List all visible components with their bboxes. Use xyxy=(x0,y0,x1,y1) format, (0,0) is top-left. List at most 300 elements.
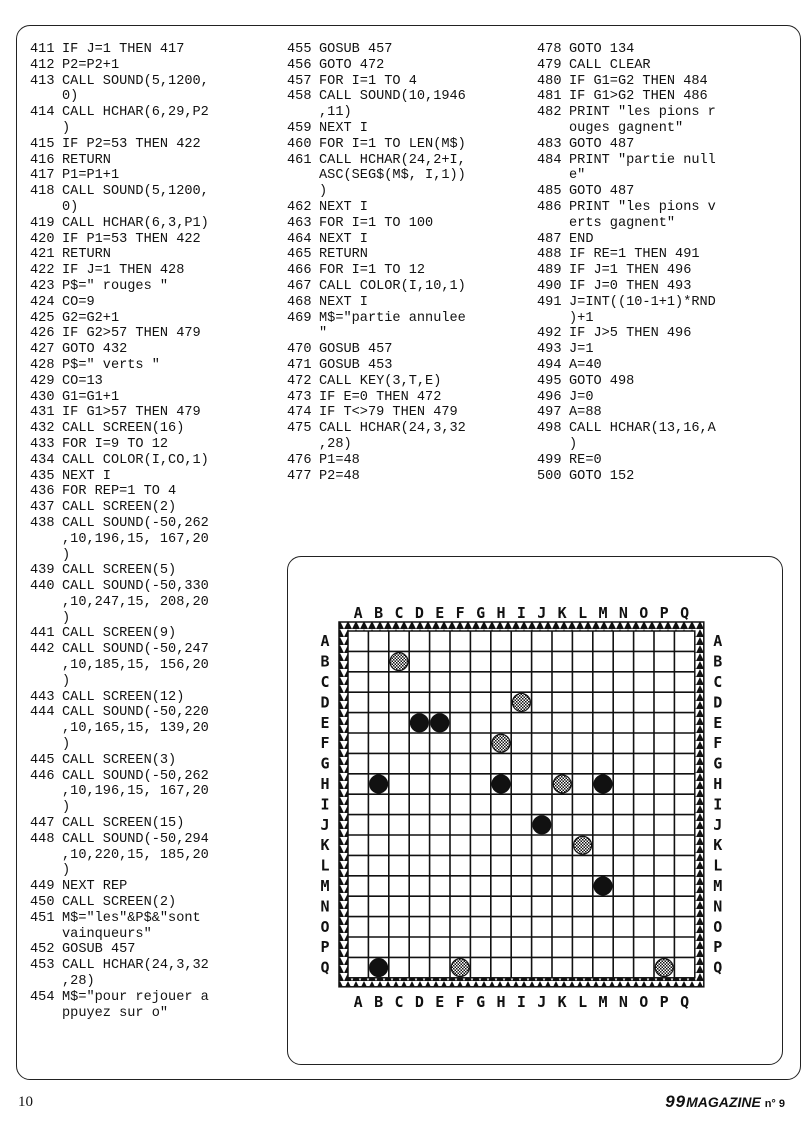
line-code: GOSUB 453 xyxy=(319,357,393,373)
line-number: 428 xyxy=(30,357,55,373)
listing-column-1 xyxy=(30,42,280,1021)
line-code: e" xyxy=(569,168,586,184)
line-code: GOTO 472 xyxy=(319,57,385,73)
line-code: CALL SCREEN(12) xyxy=(62,689,185,705)
code-line xyxy=(30,263,280,279)
line-number: 427 xyxy=(30,342,55,358)
code-line xyxy=(30,342,280,358)
line-number: 497 xyxy=(537,405,562,421)
line-number xyxy=(30,784,62,800)
line-code: NEXT I xyxy=(319,199,368,215)
column-label-bottom: G xyxy=(476,992,486,1011)
line-number: 484 xyxy=(537,152,562,168)
column-label-top: G xyxy=(476,604,486,622)
code-line xyxy=(30,453,280,469)
line-number: 499 xyxy=(537,452,562,468)
row-label-right: Q xyxy=(713,958,723,977)
line-number: 494 xyxy=(537,357,562,373)
code-line xyxy=(30,247,280,263)
line-number xyxy=(287,326,319,342)
line-code: erts gagnent" xyxy=(569,215,676,231)
row-label-left: H xyxy=(320,775,330,793)
line-number: 492 xyxy=(537,326,562,342)
line-code: CALL HCHAR(24,3,32 xyxy=(62,958,209,974)
column-label-top: E xyxy=(435,604,445,622)
code-line xyxy=(30,279,280,295)
code-line xyxy=(537,469,787,485)
code-line xyxy=(30,137,280,153)
row-label-right: K xyxy=(713,836,723,855)
line-code: ) xyxy=(62,673,71,689)
black-piece xyxy=(370,959,388,977)
code-line xyxy=(287,121,532,137)
line-number xyxy=(287,105,319,121)
column-label-bottom: I xyxy=(516,992,526,1011)
code-line xyxy=(30,484,280,500)
line-number xyxy=(30,658,62,674)
code-line xyxy=(30,105,280,121)
line-code: CALL SOUND(10,1946 xyxy=(319,89,466,105)
line-number xyxy=(30,674,62,690)
column-label-top: Q xyxy=(680,604,690,622)
line-number: 431 xyxy=(30,405,55,421)
line-code: A=88 xyxy=(569,405,602,421)
line-code: ASC(SEG$(M$, I,1)) xyxy=(319,168,466,184)
line-number: 481 xyxy=(537,89,562,105)
code-line xyxy=(30,911,280,927)
row-label-right: I xyxy=(713,795,723,814)
line-code: CALL SOUND(-50,262 xyxy=(62,515,209,531)
line-code: FOR I=9 TO 12 xyxy=(62,436,169,452)
line-number xyxy=(537,437,569,453)
column-label-top: F xyxy=(455,604,465,622)
column-label-top: M xyxy=(598,604,608,622)
line-number xyxy=(30,721,62,737)
code-line xyxy=(537,326,787,342)
code-line xyxy=(30,674,280,690)
line-number: 413 xyxy=(30,73,55,89)
line-code: PRINT "partie null xyxy=(569,152,716,168)
code-line xyxy=(30,232,280,248)
line-code: CALL SCREEN(9) xyxy=(62,626,177,642)
line-number: 446 xyxy=(30,768,55,784)
line-number: 438 xyxy=(30,515,55,531)
line-code: CALL COLOR(I,10,1) xyxy=(319,278,466,294)
line-number xyxy=(30,532,62,548)
line-number: 486 xyxy=(537,199,562,215)
line-code: CALL CLEAR xyxy=(569,57,651,73)
code-line xyxy=(537,358,787,374)
line-code: A=40 xyxy=(569,357,602,373)
row-label-right: P xyxy=(713,938,723,957)
row-label-left: G xyxy=(320,754,330,773)
code-line xyxy=(537,263,787,279)
column-label-bottom: M xyxy=(598,992,608,1011)
code-line xyxy=(30,374,280,390)
line-code: NEXT I xyxy=(319,120,368,136)
line-code: IF G1=G2 THEN 484 xyxy=(569,73,708,89)
line-code: PRINT "les pions v xyxy=(569,199,716,215)
code-line xyxy=(30,642,280,658)
code-line xyxy=(30,89,280,105)
row-label-left: M xyxy=(320,877,330,895)
line-number: 443 xyxy=(30,689,55,705)
checkered-piece xyxy=(492,734,510,752)
code-line xyxy=(287,168,532,184)
black-piece xyxy=(594,877,612,895)
line-code: CALL KEY(3,T,E) xyxy=(319,373,442,389)
column-label-bottom: J xyxy=(537,992,547,1011)
code-line xyxy=(30,769,280,785)
code-line xyxy=(30,1006,280,1022)
line-code: ouges gagnent" xyxy=(569,120,684,136)
code-line xyxy=(30,200,280,216)
code-line xyxy=(30,121,280,137)
code-line xyxy=(30,579,280,595)
line-number xyxy=(30,927,62,943)
line-number: 432 xyxy=(30,421,55,437)
black-piece xyxy=(431,714,449,732)
line-code: IF G1>G2 THEN 486 xyxy=(569,89,708,105)
brand-name: MAGAZINE xyxy=(686,1094,761,1110)
line-code: IF P2=53 THEN 422 xyxy=(62,136,201,152)
code-line xyxy=(287,216,532,232)
line-code: CALL HCHAR(24,3,32 xyxy=(319,421,466,437)
line-code: IF J=1 THEN 428 xyxy=(62,263,185,279)
code-line xyxy=(287,58,532,74)
code-line xyxy=(537,153,787,169)
line-number: 426 xyxy=(30,326,55,342)
line-code: P$=" rouges " xyxy=(62,278,169,294)
code-line xyxy=(537,42,787,58)
line-code: GOTO 134 xyxy=(569,42,635,57)
column-label-top: P xyxy=(659,604,669,622)
issue-number: n° 9 xyxy=(764,1098,785,1110)
code-line xyxy=(537,216,787,232)
line-number: 469 xyxy=(287,310,312,326)
line-number: 458 xyxy=(287,89,312,105)
line-number: 461 xyxy=(287,152,312,168)
line-code: ) xyxy=(62,120,71,136)
row-label-left: N xyxy=(320,897,330,916)
line-number xyxy=(30,89,62,105)
line-code: M$="partie annulee xyxy=(319,310,466,326)
column-label-bottom: L xyxy=(578,992,588,1011)
row-label-right: B xyxy=(713,652,723,671)
line-number: 475 xyxy=(287,421,312,437)
code-line xyxy=(30,863,280,879)
page-number: 10 xyxy=(18,1094,33,1110)
checkered-piece xyxy=(553,775,571,793)
line-number: 491 xyxy=(537,294,562,310)
code-line xyxy=(537,342,787,358)
code-line xyxy=(30,753,280,769)
board-illustration xyxy=(287,556,783,1065)
line-code: 0) xyxy=(62,89,79,105)
line-number xyxy=(30,848,62,864)
line-number: 434 xyxy=(30,452,55,468)
code-line xyxy=(537,200,787,216)
code-line xyxy=(287,311,532,327)
column-label-top: N xyxy=(618,604,628,622)
code-line xyxy=(30,358,280,374)
code-line xyxy=(30,295,280,311)
line-code: RETURN xyxy=(62,247,111,263)
code-line xyxy=(287,184,532,200)
code-line xyxy=(30,816,280,832)
line-code: CALL SOUND(5,1200, xyxy=(62,73,209,89)
code-line xyxy=(30,184,280,200)
row-label-left: E xyxy=(320,713,330,732)
code-line xyxy=(287,390,532,406)
column-label-bottom: H xyxy=(496,992,506,1011)
line-code: CALL SOUND(-50,247 xyxy=(62,642,209,658)
line-code: IF J=0 THEN 493 xyxy=(569,278,692,294)
line-number xyxy=(287,184,319,200)
column-label-bottom: C xyxy=(394,992,404,1011)
row-label-left: I xyxy=(320,795,330,814)
line-code: P$=" verts " xyxy=(62,357,160,373)
line-number: 500 xyxy=(537,468,562,484)
line-code: 0) xyxy=(62,199,79,215)
line-code: P1=48 xyxy=(319,452,360,468)
line-code: G2=G2+1 xyxy=(62,310,120,326)
line-number: 467 xyxy=(287,278,312,294)
line-code: IF G2>57 THEN 479 xyxy=(62,326,201,342)
line-code: NEXT REP xyxy=(62,879,128,895)
line-number: 416 xyxy=(30,152,55,168)
code-line xyxy=(287,421,532,437)
line-number: 415 xyxy=(30,136,55,152)
row-label-right: O xyxy=(713,917,723,936)
line-code: CO=13 xyxy=(62,373,103,389)
code-line xyxy=(537,405,787,421)
line-number xyxy=(30,121,62,137)
line-code: GOSUB 457 xyxy=(319,42,393,57)
line-number: 490 xyxy=(537,278,562,294)
row-label-right: L xyxy=(713,856,723,875)
code-line xyxy=(30,690,280,706)
code-line xyxy=(30,153,280,169)
line-code: CALL HCHAR(6,29,P2 xyxy=(62,105,209,121)
code-line xyxy=(30,421,280,437)
line-number: 493 xyxy=(537,342,562,358)
code-line xyxy=(30,74,280,90)
code-line xyxy=(537,453,787,469)
line-number: 498 xyxy=(537,421,562,437)
line-number: 474 xyxy=(287,405,312,421)
line-code: ) xyxy=(62,737,71,753)
row-label-right: M xyxy=(713,877,723,895)
code-line xyxy=(30,626,280,642)
line-number: 451 xyxy=(30,910,55,926)
row-label-left: Q xyxy=(320,958,330,977)
row-label-left: K xyxy=(320,836,330,855)
code-line xyxy=(537,105,787,121)
line-number: 468 xyxy=(287,294,312,310)
row-label-left: C xyxy=(320,673,330,691)
line-code: FOR I=1 TO LEN(M$) xyxy=(319,136,466,152)
code-line xyxy=(30,990,280,1006)
line-number: 479 xyxy=(537,57,562,73)
line-code: CALL SOUND(5,1200, xyxy=(62,184,209,200)
code-line xyxy=(537,89,787,105)
column-label-bottom: N xyxy=(618,992,628,1011)
line-code: ,28) xyxy=(62,974,95,990)
checkered-piece xyxy=(390,653,408,671)
line-code: CALL SCREEN(15) xyxy=(62,816,185,832)
column-label-bottom: K xyxy=(557,992,567,1011)
line-code: CALL SCREEN(3) xyxy=(62,752,177,768)
line-number: 463 xyxy=(287,215,312,231)
row-label-left: F xyxy=(320,734,330,753)
line-code: ,28) xyxy=(319,436,352,452)
black-piece xyxy=(533,816,551,834)
code-line xyxy=(287,42,532,58)
line-code: RETURN xyxy=(62,152,111,168)
line-number xyxy=(30,974,62,990)
line-number: 466 xyxy=(287,263,312,279)
code-line xyxy=(30,500,280,516)
line-code: G1=G1+1 xyxy=(62,389,120,405)
board-svg xyxy=(288,557,781,1063)
line-code: ,11) xyxy=(319,105,352,121)
line-number: 455 xyxy=(287,42,312,57)
row-label-left: B xyxy=(320,652,330,671)
code-line xyxy=(30,390,280,406)
line-number xyxy=(30,200,62,216)
line-number: 418 xyxy=(30,184,55,200)
black-piece xyxy=(410,714,428,732)
line-number: 436 xyxy=(30,484,55,500)
line-code: RETURN xyxy=(319,247,368,263)
code-line xyxy=(287,374,532,390)
line-code: FOR I=1 TO 12 xyxy=(319,263,426,279)
line-number xyxy=(30,595,62,611)
line-number: 470 xyxy=(287,342,312,358)
line-number: 482 xyxy=(537,105,562,121)
line-number: 487 xyxy=(537,231,562,247)
line-number: 441 xyxy=(30,626,55,642)
code-line xyxy=(537,137,787,153)
line-number: 437 xyxy=(30,500,55,516)
line-number xyxy=(30,800,62,816)
line-code: IF G1>57 THEN 479 xyxy=(62,405,201,421)
column-label-top: L xyxy=(578,604,588,622)
column-label-bottom: O xyxy=(639,992,649,1011)
checkered-piece xyxy=(512,693,530,711)
code-line xyxy=(537,247,787,263)
row-label-left: O xyxy=(320,917,330,936)
code-line xyxy=(287,453,532,469)
line-number: 423 xyxy=(30,278,55,294)
code-line xyxy=(30,737,280,753)
code-line xyxy=(30,311,280,327)
line-number: 456 xyxy=(287,57,312,73)
line-number: 429 xyxy=(30,373,55,389)
row-label-right: H xyxy=(713,775,723,793)
listing-column-2 xyxy=(287,42,532,484)
code-line xyxy=(287,326,532,342)
code-line xyxy=(30,611,280,627)
line-number: 478 xyxy=(537,42,562,57)
code-line xyxy=(30,658,280,674)
code-line xyxy=(30,595,280,611)
line-code: CALL HCHAR(6,3,P1) xyxy=(62,215,209,231)
line-number: 452 xyxy=(30,942,55,958)
line-number: 444 xyxy=(30,705,55,721)
code-line xyxy=(537,184,787,200)
line-code: GOTO 498 xyxy=(569,373,635,389)
code-line xyxy=(30,705,280,721)
code-line xyxy=(537,374,787,390)
line-code: CALL HCHAR(13,16,A xyxy=(569,421,716,437)
row-label-right: G xyxy=(713,754,723,773)
line-number: 422 xyxy=(30,263,55,279)
code-line xyxy=(287,137,532,153)
line-code: )+1 xyxy=(569,310,594,326)
row-label-right: J xyxy=(713,815,723,834)
line-number xyxy=(537,168,569,184)
line-number: 449 xyxy=(30,879,55,895)
line-code: ,10,196,15, 167,20 xyxy=(62,531,209,547)
line-number: 417 xyxy=(30,168,55,184)
line-number: 420 xyxy=(30,231,55,247)
line-number: 489 xyxy=(537,263,562,279)
code-line xyxy=(287,105,532,121)
line-code: CALL SOUND(-50,330 xyxy=(62,579,209,595)
line-code: J=0 xyxy=(569,389,594,405)
column-label-bottom: Q xyxy=(680,992,690,1011)
black-piece xyxy=(370,775,388,793)
line-code: IF P1=53 THEN 422 xyxy=(62,231,201,247)
line-code: GOSUB 457 xyxy=(319,342,393,358)
line-code: P1=P1+1 xyxy=(62,168,120,184)
line-number: 483 xyxy=(537,136,562,152)
line-code: FOR REP=1 TO 4 xyxy=(62,484,177,500)
line-code: P2=48 xyxy=(319,468,360,484)
magazine-brand xyxy=(665,1092,785,1112)
code-line xyxy=(287,437,532,453)
code-line xyxy=(537,121,787,137)
line-code: CALL SOUND(-50,262 xyxy=(62,768,209,784)
line-number xyxy=(537,216,569,232)
code-line xyxy=(30,405,280,421)
line-code: CALL HCHAR(24,2+I, xyxy=(319,152,466,168)
code-line xyxy=(537,168,787,184)
line-number: 464 xyxy=(287,231,312,247)
line-code: ,10,220,15, 185,20 xyxy=(62,847,209,863)
line-code: GOTO 152 xyxy=(569,468,635,484)
line-code: ,10,165,15, 139,20 xyxy=(62,721,209,737)
line-number xyxy=(287,168,319,184)
code-line xyxy=(30,958,280,974)
line-code: END xyxy=(569,231,594,247)
row-label-right: A xyxy=(713,632,723,651)
row-label-right: D xyxy=(713,693,723,712)
line-number: 440 xyxy=(30,579,55,595)
board-surface xyxy=(348,631,695,978)
line-number: 496 xyxy=(537,389,562,405)
code-line xyxy=(537,74,787,90)
row-label-right: F xyxy=(713,734,723,753)
line-number: 495 xyxy=(537,373,562,389)
line-number: 425 xyxy=(30,310,55,326)
line-code: GOSUB 457 xyxy=(62,942,136,958)
code-line xyxy=(287,89,532,105)
row-label-right: C xyxy=(713,673,723,691)
line-code: IF T<>79 THEN 479 xyxy=(319,405,458,421)
